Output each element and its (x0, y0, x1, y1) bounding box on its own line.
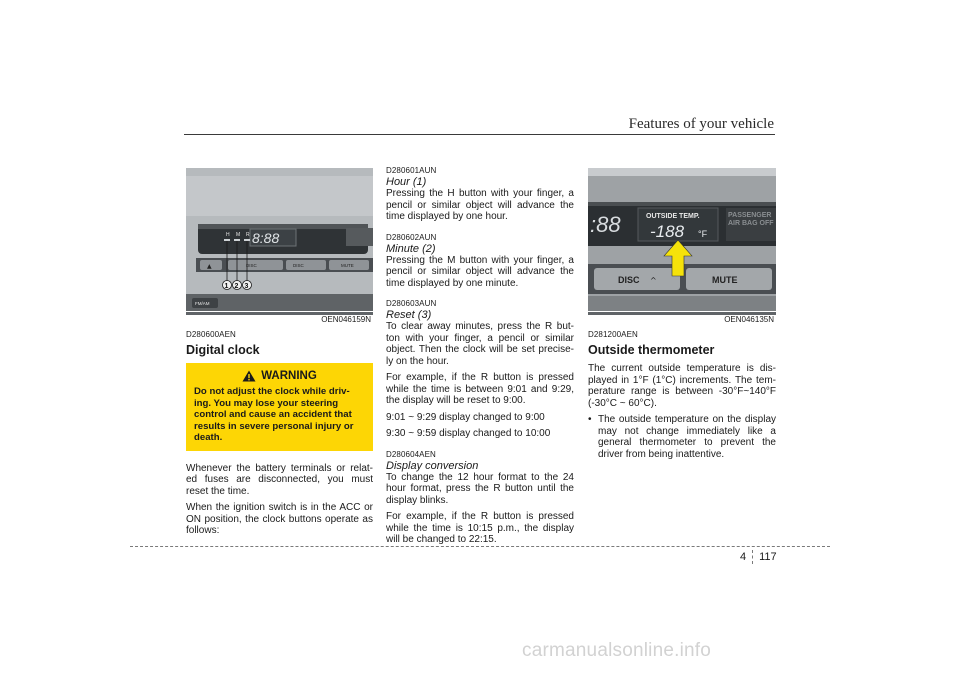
section-code: D280602AUN (386, 232, 437, 242)
svg-text:^: ^ (650, 276, 657, 285)
chapter-number: 4 (740, 551, 747, 563)
time-line: 9:30 ~ 9:59 display changed to 10:00 (386, 428, 551, 439)
airbag-label: PASSENGER AIR BAG OFF (728, 212, 774, 227)
subheading-reset: Reset (3) (386, 309, 432, 321)
section-code: D280604AEN (386, 449, 436, 459)
paragraph: To change the 12 hour format to the 24 hour format, press the R button until the display blinks. (386, 471, 574, 506)
paragraph: When the ignition switch is in the ACC or ON position, the clock buttons operate as follows: (186, 502, 373, 536)
subheading-display-conversion: Display conversion (386, 459, 479, 472)
temp-unit: °F (698, 229, 708, 239)
subheading-minute: Minute (2) (386, 242, 436, 255)
thermometer-photo (588, 168, 776, 311)
mute-label: MUTE (712, 275, 738, 285)
paragraph: For example, if the R button is pressed while the time is 10:15 p.m., the display will be changed to 22:15. (386, 511, 574, 545)
subheading-hour: Hour (1) (386, 176, 427, 188)
callout-2: 2 (234, 283, 239, 290)
paragraph: Pressing the M button with your finger, a pencil or similar object will advance the time displayed by one minute. (386, 254, 574, 289)
temp-digits: -188 (650, 222, 685, 241)
paragraph: Pressing the H button with your finger, a pencil or similar object will advance the time displayed by one hour. (386, 188, 574, 222)
callout-3: 3 (244, 283, 249, 290)
column-3 (588, 168, 776, 460)
thermometer-illustration (588, 168, 776, 311)
bullet-dot: • (588, 414, 592, 425)
header-rule (184, 134, 775, 135)
section-heading-outside-thermometer: Outside thermometer (588, 343, 715, 357)
section-code: D280601AUN (386, 166, 437, 175)
paragraph: Whenever the battery terminals or relat-ed fuses are disconnected, you must reset the time. (186, 462, 373, 497)
clock-illustration (186, 168, 373, 311)
section-code: D280600AEN (186, 330, 236, 339)
section-code: D281200AEN (588, 330, 638, 339)
bullet-text: The outside temperature on the display may not change immediately like a general thermometer to prevent the driver from being inattentive. (598, 414, 776, 460)
section-heading-digital-clock: Digital clock (186, 343, 260, 357)
page-separator (752, 550, 753, 564)
disc-label: DISC (618, 275, 640, 285)
column-2 (386, 166, 574, 551)
section-code: D280603AUN (386, 299, 437, 308)
footer-rule (130, 546, 830, 547)
disc-down-label: DISC (246, 263, 257, 268)
page-number (740, 550, 777, 564)
warning-text: Do not adjust the clock while driv-ing. You may lose your steering control and cause an accident that results in severe personal injury or death. (194, 386, 354, 443)
svg-text:▲: ▲ (207, 263, 212, 270)
disc-up-label: DISC (293, 263, 304, 268)
callout-1: 1 (224, 283, 229, 290)
watermark: carmanualsonline.info (522, 640, 712, 661)
clock-photo (186, 168, 373, 311)
image-code: OEN046159N (186, 312, 373, 324)
bullet-item (588, 414, 776, 460)
clock-display-text: 8:88 (252, 230, 280, 246)
mute-label: MUTE (341, 263, 354, 268)
label-r: R (246, 232, 250, 238)
paragraph: The current outside temperature is dis-played in 1°F (1°C) increments. The tem-perature range is between -30°F~140°F (-30°C ~ 60°C). (588, 363, 776, 409)
clock-digits: :88 (590, 212, 621, 237)
paragraph: To clear away minutes, press the R but-ton with your finger, a pencil or similar object. Then the clock will be set precise-ly on the hour. (386, 321, 574, 367)
outside-temp-label: OUTSIDE TEMP. (646, 213, 700, 220)
image-code: OEN046135N (588, 312, 776, 324)
paragraph: For example, if the R button is pressed while the time is between 9:01 and 9:29, the display will be reset to 9:00. (386, 372, 574, 406)
header-title: Features of your vehicle (628, 116, 774, 132)
label-h: H (226, 232, 230, 238)
column-1 (186, 168, 373, 542)
warning-title: WARNING (261, 370, 317, 382)
label-m: M (236, 232, 241, 238)
warning-icon (242, 370, 256, 382)
time-line: 9:01 ~ 9:29 display changed to 9:00 (386, 411, 545, 423)
warning-box (186, 363, 373, 451)
fmam-label: FM/AM (195, 301, 210, 306)
page-number-value: 117 (759, 551, 777, 563)
